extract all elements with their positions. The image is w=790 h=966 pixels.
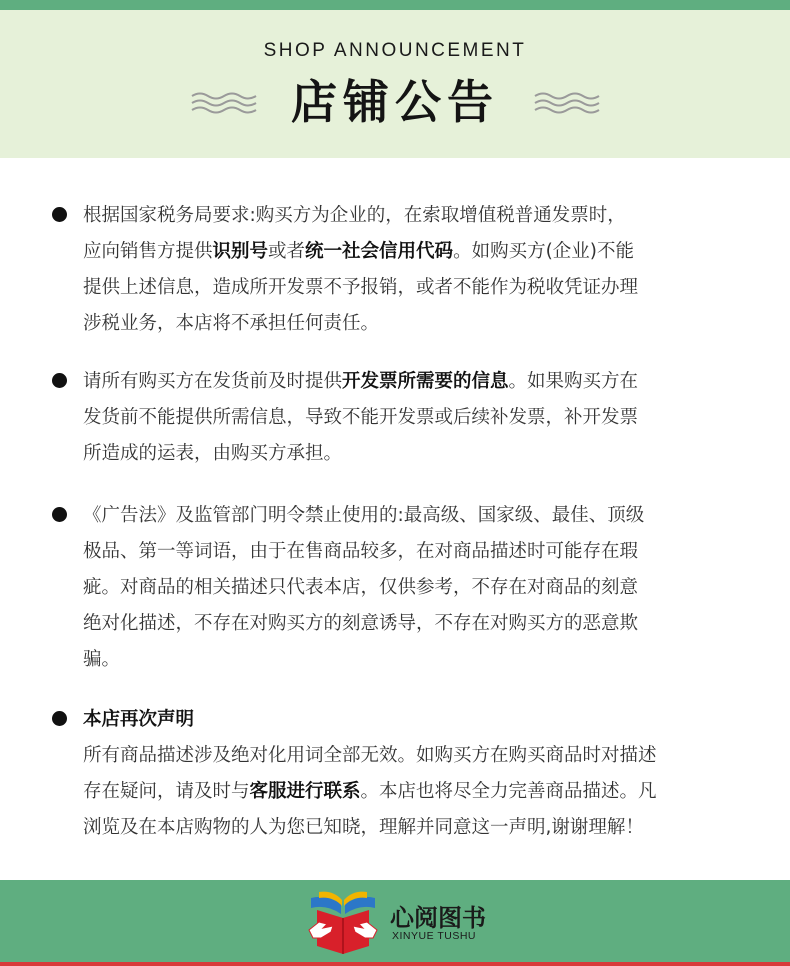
announcement-text xyxy=(83,364,748,472)
body-text: 所有商品描述涉及绝对化用词全部无效。如购买方在购买商品时对描述 xyxy=(83,745,657,766)
announcement-line xyxy=(83,400,748,436)
announcement-line xyxy=(83,810,748,846)
emphasis-text: 本店再次声明 xyxy=(83,709,195,730)
announcement-line xyxy=(83,198,748,234)
body-text: 。如果购买方在 xyxy=(508,371,639,392)
announcement-line xyxy=(83,306,748,342)
body-text: 应向销售方提供 xyxy=(83,241,213,262)
body-text: 发货前不能提供所需信息，导致不能开发票或后续补发票，补开发票 xyxy=(83,407,639,428)
bullet-dot-icon xyxy=(52,373,67,388)
body-text: 提供上述信息，造成所开发票不予报销，或者不能作为税收凭证办理 xyxy=(83,277,639,298)
body-text: 骗。 xyxy=(83,649,121,670)
body-text: 极品、第一等词语，由于在售商品较多，在对商品描述时可能存在瑕 xyxy=(83,541,639,562)
body-text: 疵。对商品的相关描述只代表本店，仅供参考，不存在对商品的刻意 xyxy=(83,577,639,598)
bullet-dot-icon xyxy=(52,507,67,522)
announcement-line xyxy=(83,270,748,306)
bottom-accent-line xyxy=(0,962,790,966)
emphasis-text: 识别号 xyxy=(212,241,269,262)
body-text: 根据国家税务局要求:购买方为企业的，在索取增值税普通发票时， xyxy=(83,205,626,226)
body-text: 所造成的运表，由购买方承担。 xyxy=(83,443,343,464)
announcement-line xyxy=(83,498,748,534)
bullet-dot-icon xyxy=(52,207,67,222)
announcement-text xyxy=(83,198,748,342)
body-text: 。本店也将尽全力完善商品描述。凡 xyxy=(360,781,657,802)
header-cn-title: 店铺公告 xyxy=(291,75,499,129)
announcement-text xyxy=(83,702,748,846)
announcement-line xyxy=(83,738,748,774)
body-text: 请所有购买方在发货前及时提供 xyxy=(83,371,343,392)
announcement-header xyxy=(0,10,790,158)
header-en-title: SHOP ANNOUNCEMENT xyxy=(263,40,527,61)
top-bar xyxy=(0,0,790,10)
body-text: 《广告法》及监管部门明令禁止使用的:最高级、国家级、最佳、顶级 xyxy=(83,505,645,526)
announcement-line xyxy=(83,606,748,642)
body-text: 绝对化描述，不存在对购买方的刻意诱导，不存在对购买方的恶意欺 xyxy=(83,613,639,634)
body-text: 涉税业务，本店将不承担任何责任。 xyxy=(83,313,380,334)
announcement-line xyxy=(83,436,748,472)
body-text: 存在疑问，请及时与 xyxy=(83,781,250,802)
body-text: 或者 xyxy=(268,241,306,262)
body-text: 浏览及在本店购物的人为您已知晓，理解并同意这一声明,谢谢理解！ xyxy=(83,817,644,838)
bullet-dot-icon xyxy=(52,711,67,726)
announcement-line xyxy=(83,642,748,678)
announcement-line xyxy=(83,774,748,810)
announcement-line xyxy=(83,364,748,400)
emphasis-text: 客服进行联系 xyxy=(249,781,361,802)
announcement-line xyxy=(83,570,748,606)
book-hands-logo-icon xyxy=(305,888,381,956)
announcement-text xyxy=(83,498,748,678)
wave-decoration-right-icon xyxy=(533,90,601,116)
announcement-line xyxy=(83,534,748,570)
brand-name-en: XINYUE TUSHU xyxy=(392,930,476,942)
emphasis-text: 开发票所需要的信息 xyxy=(342,371,509,392)
announcement-line xyxy=(83,234,748,270)
emphasis-text: 统一社会信用代码 xyxy=(305,241,454,262)
brand-name-cn: 心阅图书 xyxy=(390,904,486,932)
body-text: 。如购买方(企业)不能 xyxy=(453,241,634,262)
announcement-line xyxy=(83,702,748,738)
